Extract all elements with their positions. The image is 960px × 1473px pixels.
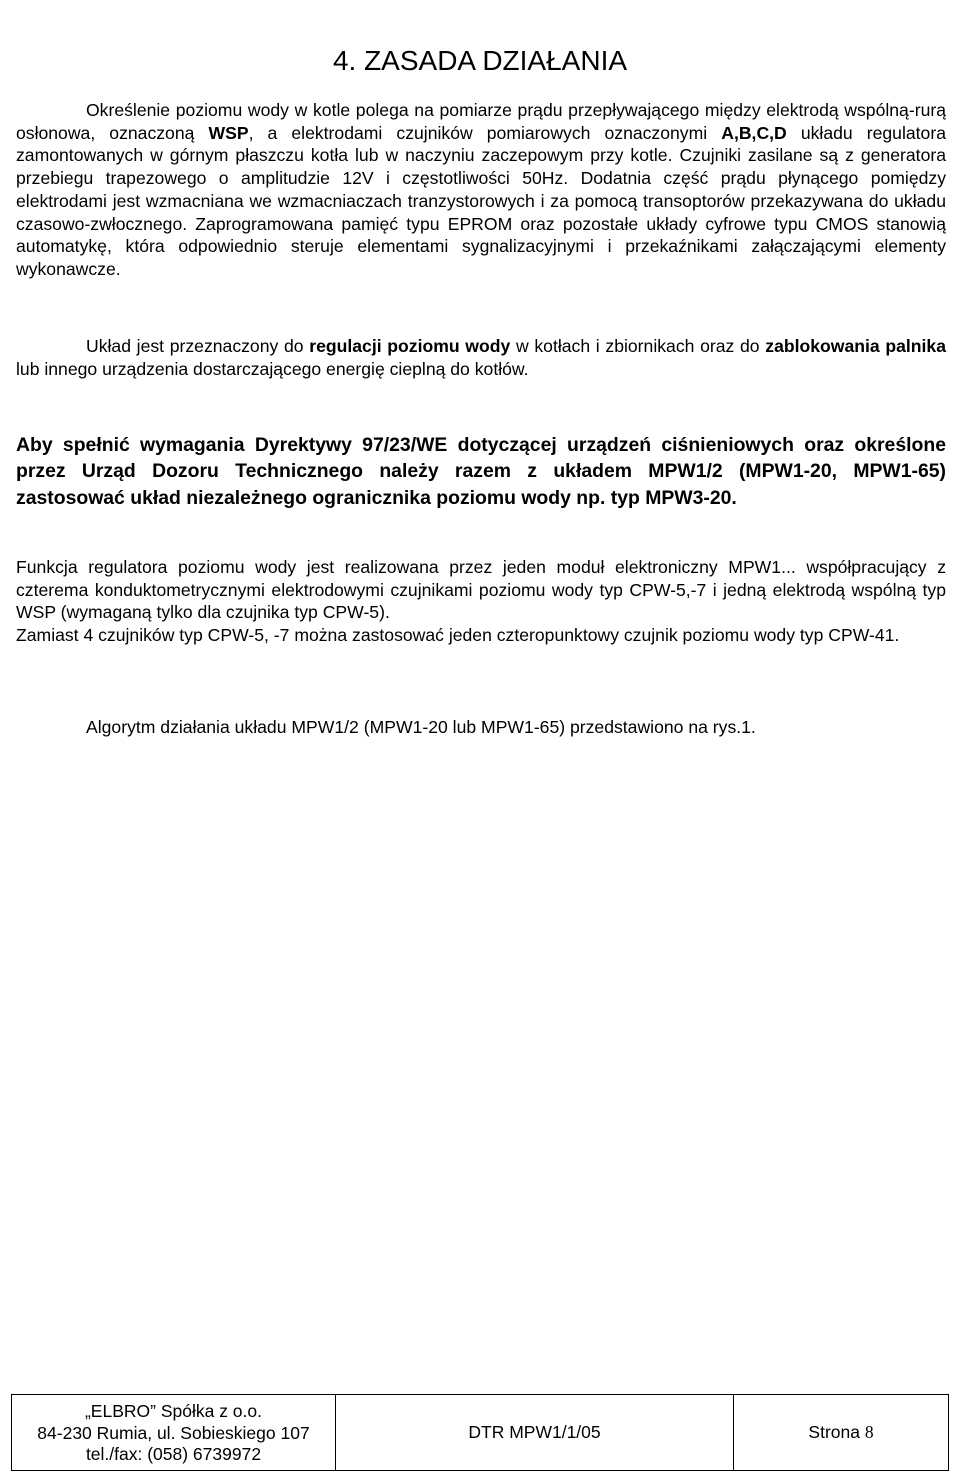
company-name: „ELBRO” Spółka z o.o. (84, 1401, 263, 1422)
company-address: 84-230 Rumia, ul. Sobieskiego 107 (37, 1422, 310, 1443)
principle-paragraph (16, 99, 946, 281)
text-span: , a elektrodami czujników pomiarowych oznaczonymi (248, 122, 722, 143)
section-heading: 4. ZASADA DZIAŁANIA (332, 45, 628, 76)
bold-term-electrodes: A,B,C,D (721, 122, 787, 143)
page-label: Strona (808, 1421, 860, 1442)
page-footer (11, 1394, 949, 1471)
text-span: lub innego urządzenia dostarczającego energię cieplną do kotłów. (16, 358, 529, 379)
text-span: Określenie poziomu wody w kotle polega na pomiarze prądu przepływającego między elektrodą wspólną-rurą osłonowa, oznaczoną (16, 100, 946, 143)
function-text: Funkcja regulatora poziomu wody jest realizowana przez jeden moduł elektroniczny MPW1... współpracujący z czterema konduktometrycznymi elektrodowymi czujnikami poziomu wody typ CPW-5,-7 i jedną elektrodą wspólną typ WSP (wymaganą tylko dla czujnika typ CPW-5). (16, 557, 946, 623)
function-paragraph (16, 556, 946, 647)
company-phone: tel./fax: (058) 6739972 (85, 1444, 262, 1465)
text-span: Układ jest przeznaczony do (86, 336, 310, 356)
document-code: DTR MPW1/1/05 (468, 1421, 601, 1442)
bold-term-blocking: zablokowania palnika (765, 336, 946, 356)
text-span: w kotłach i zbiornikach oraz do (510, 336, 766, 356)
page-number: 8 (864, 1421, 874, 1442)
text-span: układu regulatora zamontowanych w górnym płaszczu kotła lub w naczyniu zaczepowym przy kotle. Czujniki zasilane są z generatora przebiegu trapezowego o amplitudzie 12V i częstotliwości 50Hz. Dodatnia część prądu płynącego pomiędzy elektrodami jest wzmacniana we wzmacniaczach tranzystorowych i za pomocą transoptorów przekazywana do układu czasowo-zwłocznego. Zaprogramowana pamięć typu EPROM oraz pozostałe układy cyfrowe typu CMOS stanowią automatykę, która odpowiednio steruje elementami sygnalizacyjnymi i przekaźnikami załączającymi elementy wykonawcze. (16, 122, 946, 279)
footer-doc-cell (336, 1395, 734, 1471)
bold-term-wsp: WSP (208, 122, 249, 143)
algorithm-reference: Algorytm działania układu MPW1/2 (MPW1-20 lub MPW1-65) przedstawiono na rys.1. (86, 717, 756, 737)
bold-term-regulation: regulacji poziomu wody (309, 336, 511, 356)
purpose-paragraph (16, 335, 946, 380)
footer-page-cell (734, 1395, 949, 1471)
footer-company-cell (12, 1395, 336, 1471)
directive-notice: Aby spełnić wymagania Dyrektywy 97/23/WE dotyczącej urządzeń ciśnieniowych oraz określone przez Urząd Dozoru Technicznego należy razem z układem MPW1/2 (MPW1-20, MPW1-65) zastosować układ niezależnego ogranicznika poziomu wody np. typ MPW3-20. (16, 434, 946, 509)
alternative-text: Zamiast 4 czujników typ CPW-5, -7 można zastosować jeden czteropunktowy czujnik poziomu wody typ CPW-41. (16, 625, 900, 646)
